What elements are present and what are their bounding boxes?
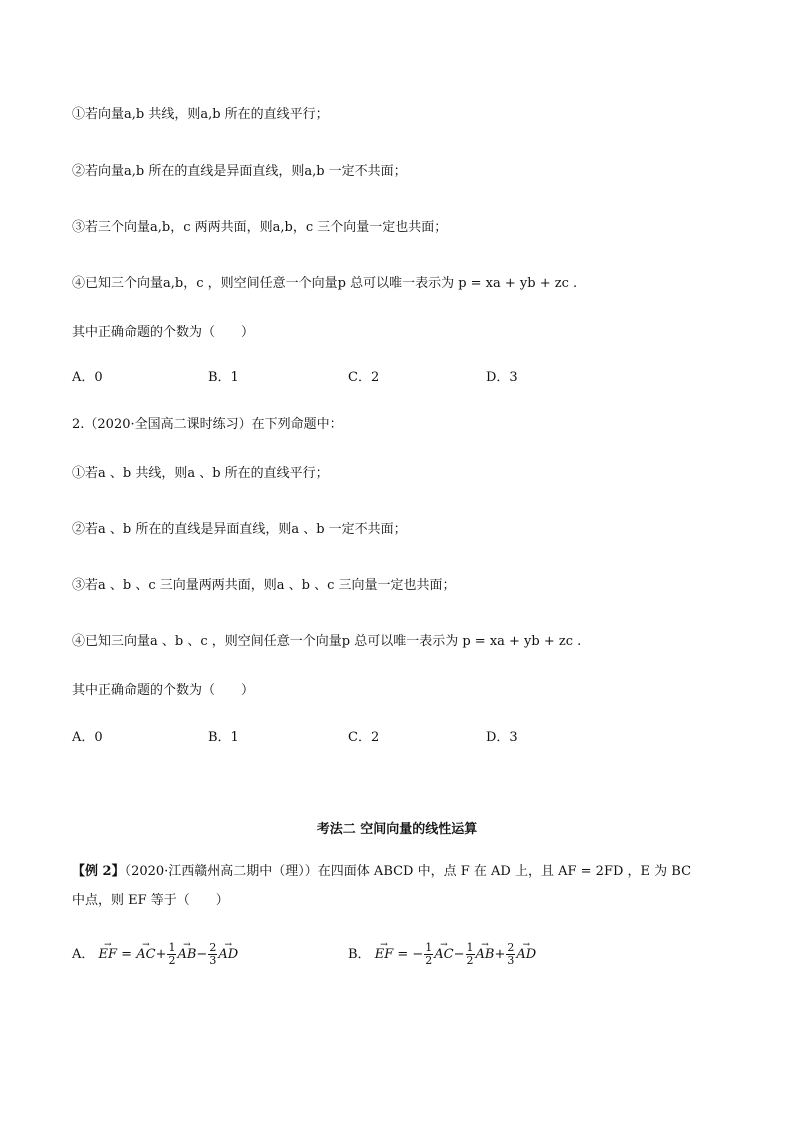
q2-item-3: ③若a 、b 、c 三向量两两共面，则a 、b 、c 三向量一定也共面； [72,578,456,593]
option-a-letter: A． [72,947,95,962]
section-title: 考法二 空间向量的线性运算 [316,822,478,837]
q2-option-d: D．3 [486,730,518,745]
q1-option-a: A．0 [72,370,103,385]
q1-item-4: ④已知三个向量a,b，c ，则空间任意一个向量p 总可以唯一表示为 p = xa + yb + zc . [72,276,578,291]
q2-item-2: ②若a 、b 所在的直线是异面直线，则a 、b 一定不共面； [72,522,407,537]
q2-item-1: ①若a 、b 共线，则a 、b 所在的直线平行； [72,466,329,481]
option-a-rendered: → EF = → AC+ $\frac{1}{2}$ → AB− $\frac{2}{3}$ → AD [99,947,239,962]
q1-item-3: ③若三个向量a,b，c 两两共面，则a,b，c 三个向量一定也共面； [72,220,448,235]
q2-option-c: C．2 [348,730,380,745]
example-option-b [348,942,536,967]
example-line-2: 中点，则 EF 等于（ ） [72,893,229,908]
example-line-1 [72,863,754,881]
option-b-rendered: → EF = − $\frac{1}{2}$ → AC− $\frac{1}{2}$ → AB+ $\frac{2}{3}$ → AD [375,947,537,962]
q2-item-4: ④已知三向量a 、b 、c ，则空间任意一个向量p 总可以唯一表示为 p = xa + yb + zc . [72,634,582,649]
example-lead: 【例 2】 [72,864,125,879]
q2-option-b: B．1 [208,730,239,745]
q2-option-a: A．0 [72,730,103,745]
q1-option-b: B．1 [208,370,239,385]
q2-prompt: 其中正确命题的个数为（ ） [72,683,255,698]
q1-item-1: ①若向量a,b 共线，则a,b 所在的直线平行； [72,107,329,122]
example-option-a [72,942,238,967]
example-text-1: （2020·江西赣州高二期中（理））在四面体 ABCD 中，点 F 在 AD 上，且 AF = 2FD ，E 为 BC [124,864,692,879]
q1-prompt: 其中正确命题的个数为（ ） [72,325,255,340]
option-b-letter: B． [348,947,371,962]
q1-item-2: ②若向量a,b 所在的直线是异面直线，则a,b 一定不共面； [72,164,407,179]
q1-option-c: C．2 [348,370,380,385]
q1-option-d: D．3 [486,370,518,385]
q2-header: 2.（2020·全国高二课时练习）在下列命题中： [72,417,343,432]
